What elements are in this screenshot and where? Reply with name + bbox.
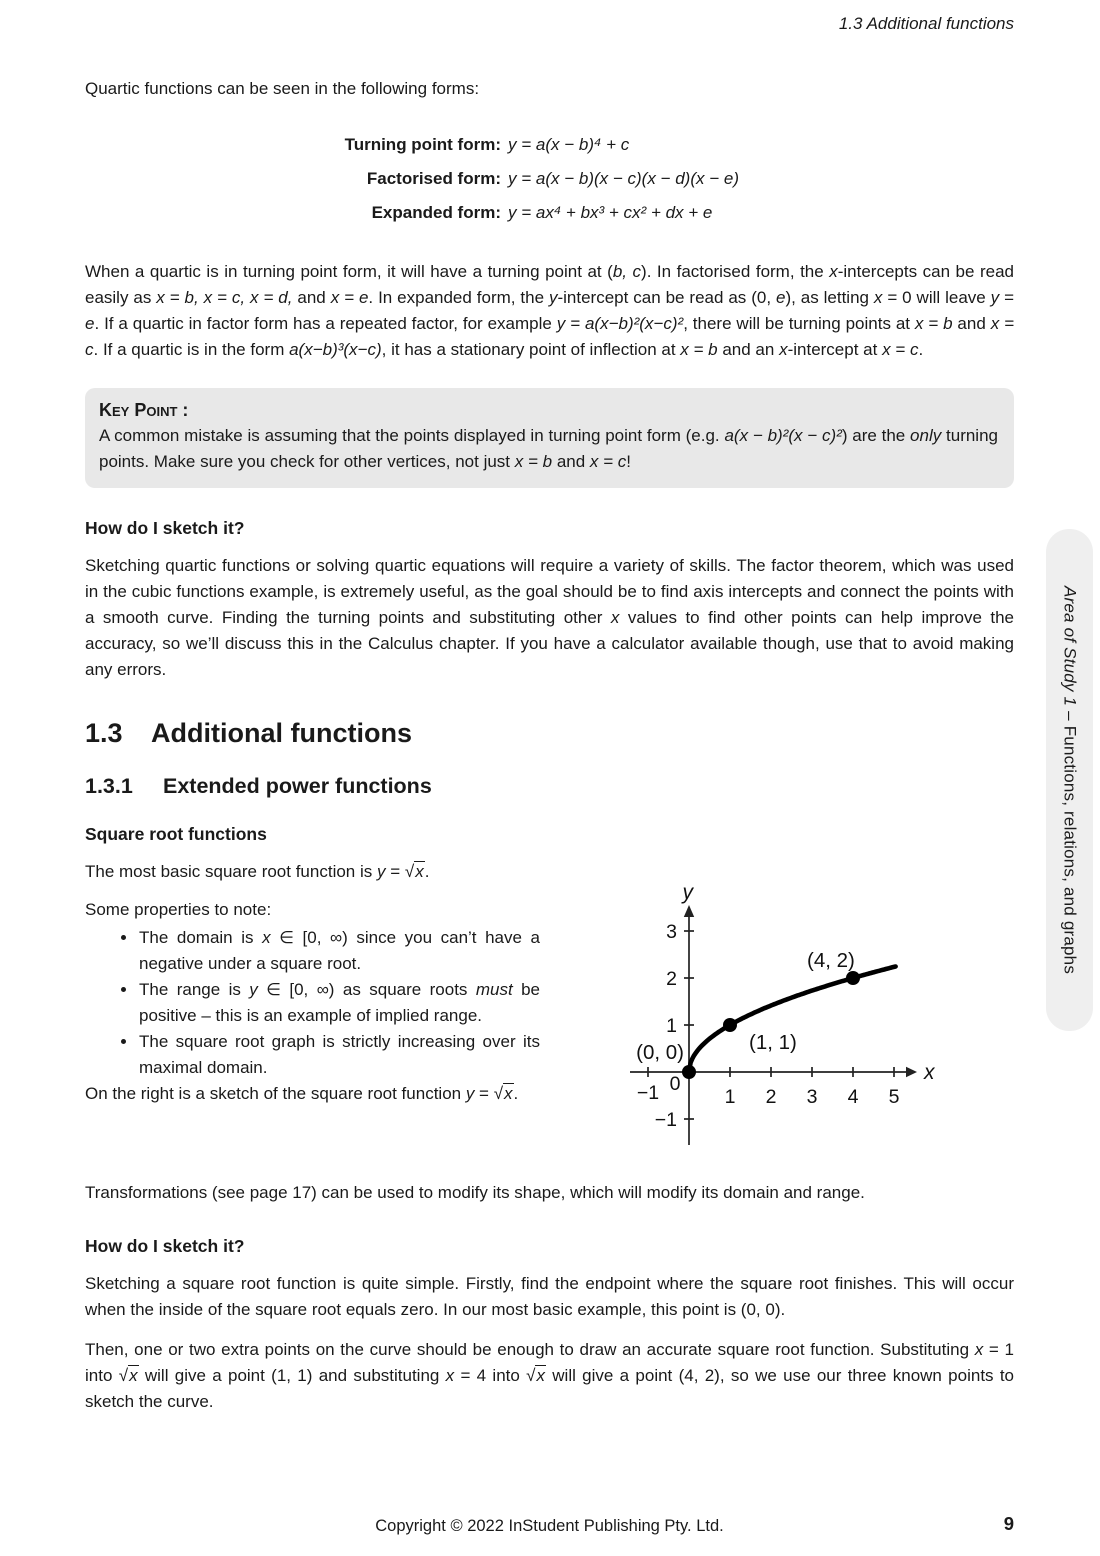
text-segment: and xyxy=(292,288,331,307)
x-tick-label: 2 xyxy=(765,1086,777,1108)
text-segment: The domain is xyxy=(139,928,263,947)
text-segment: x xyxy=(262,928,271,947)
x-tick-label: 5 xyxy=(888,1086,900,1108)
y-tick-label: 2 xyxy=(666,968,677,990)
form-equation: y = ax⁴ + bx³ + cx² + dx + e xyxy=(508,203,713,222)
text-segment: x = e xyxy=(330,288,369,307)
y-axis-label: y xyxy=(682,881,693,904)
text-segment: x = b xyxy=(680,340,718,359)
text-segment: x xyxy=(974,1340,984,1359)
text-segment: x xyxy=(445,1366,455,1385)
form-row xyxy=(85,196,1014,230)
text-segment: x = c xyxy=(85,314,1014,359)
bullet-item xyxy=(138,977,540,1029)
point-label: (4, 2) xyxy=(807,949,855,972)
text-segment: a(x − b)²(x − c)² xyxy=(724,426,842,445)
text-segment: y xyxy=(465,1084,475,1103)
text-segment: x = b xyxy=(514,452,553,471)
text-segment: b, c xyxy=(612,262,642,281)
bullet-item xyxy=(138,925,540,977)
form-row xyxy=(85,128,1014,162)
sketch-paragraph-quartic xyxy=(85,553,1014,683)
text-segment: x = c xyxy=(882,340,919,359)
form-equation: y = a(x − b)(x − c)(x − d)(x − e) xyxy=(508,169,739,188)
sidebar-separator: – xyxy=(1060,706,1080,726)
quartic-paragraph xyxy=(85,259,1014,363)
text-segment: ), as letting xyxy=(785,288,874,307)
text-segment: = xyxy=(385,862,405,881)
form-equation: y = a(x − b)⁴ + c xyxy=(508,135,630,154)
text-segment: √ xyxy=(526,1366,536,1385)
text-segment: √ xyxy=(493,1084,504,1103)
subsection-number: 1.3.1 xyxy=(85,774,133,798)
data-point xyxy=(682,1065,696,1079)
text-segment: Sketching quartic functions or solving quartic equations will require a variety of skills. The factor theorem, which was used in the cubic functions example, is extremely useful, as the goal should be to find axis intercepts and connect the points with a smooth curve. Finding the turning points and substituting other xyxy=(85,556,1014,627)
text-segment: . In expanded form, the xyxy=(368,288,549,307)
subsection-heading xyxy=(85,773,1014,799)
text-segment: x xyxy=(829,262,838,281)
page-footer xyxy=(85,1513,1014,1536)
form-label: Factorised form: xyxy=(366,169,501,188)
properties-list xyxy=(85,925,540,1081)
text-segment: y xyxy=(376,862,386,881)
text-segment: = xyxy=(474,1084,494,1103)
text-segment: turning points. Make sure you check for other vertices, not just xyxy=(99,426,998,471)
form-row xyxy=(85,162,1014,196)
transformations-note: Transformations (see page 17) can be used to modify its shape, which will modify its domain and range. xyxy=(85,1183,865,1202)
bullet-item xyxy=(138,1029,540,1081)
text-segment: and an xyxy=(717,340,780,359)
data-point xyxy=(723,1018,737,1032)
right-note xyxy=(85,1081,540,1107)
sqrt-sketch-p1: Sketching a square root function is quite simple. Firstly, find the endpoint where the square root finishes. This will occur when the inside of the square root equals zero. In our most basic example, this point is (0, 0). xyxy=(85,1274,1014,1319)
text-segment: will give a point (4, 2), so we use our three known points to sketch the curve. xyxy=(85,1366,1015,1411)
sidebar-tab-text xyxy=(1057,586,1083,974)
forms-block xyxy=(85,128,1014,230)
properties-lead: Some properties to note: xyxy=(85,900,272,919)
section-number: 1.3 xyxy=(85,718,123,748)
text-segment: Then, one or two extra points on the curve should be enough to draw an accurate square root function. Substituting xyxy=(85,1340,975,1359)
text-segment: and xyxy=(952,314,991,333)
text-segment: When a quartic is in turning point form, it will have a turning point at ( xyxy=(85,262,613,281)
text-segment: will give a point (1, 1) and substituting xyxy=(138,1366,446,1385)
x-tick-label: −1 xyxy=(636,1082,660,1104)
radicand: x xyxy=(415,862,424,881)
text-segment: = 0 will leave xyxy=(882,288,991,307)
text-segment: , there will be turning points at xyxy=(683,314,915,333)
form-label: Turning point form: xyxy=(344,135,501,154)
text-segment: ). In factorised form, the xyxy=(641,262,830,281)
running-header: 1.3 Additional functions xyxy=(838,14,1014,33)
section-title: Additional functions xyxy=(151,718,412,748)
text-segment: x = c xyxy=(589,452,627,471)
sqrt-sketch-p2 xyxy=(85,1337,1014,1415)
text-segment: . If a quartic in factor form has a repeated factor, for example xyxy=(94,314,557,333)
data-point xyxy=(846,971,860,985)
text-segment: x xyxy=(779,340,788,359)
text-segment: y xyxy=(249,980,258,999)
text-segment: √ xyxy=(118,1366,129,1385)
text-segment: y = a(x−b)²(x−c)² xyxy=(556,314,684,333)
text-segment: = xyxy=(999,288,1015,307)
point-label: (1, 1) xyxy=(749,1031,797,1054)
text-segment: y xyxy=(548,288,558,307)
text-segment: The square root graph is strictly increasing over its maximal domain. xyxy=(139,1032,540,1077)
text-segment: , it has a stationary point of inflection at xyxy=(381,340,681,359)
sidebar-strand-name: Functions, relations, and graphs xyxy=(1060,725,1080,975)
origin-label: 0 xyxy=(669,1073,681,1095)
x-tick-label: 4 xyxy=(847,1086,859,1108)
key-point-text xyxy=(99,423,998,475)
text-segment: -intercepts can be read easily as xyxy=(85,262,1014,307)
y-axis-arrow xyxy=(684,905,694,917)
text-segment: On the right is a sketch of the square root function xyxy=(85,1084,466,1103)
radicand: x xyxy=(504,1084,513,1103)
lead-paragraph: Quartic functions can be seen in the following forms: xyxy=(85,79,480,98)
text-segment: A common mistake is assuming that the points displayed in turning point form (e.g. xyxy=(99,426,725,445)
y-tick-label: 1 xyxy=(666,1015,677,1037)
text-segment: . xyxy=(424,862,430,881)
sketch-heading-quartic: How do I sketch it? xyxy=(85,518,245,538)
text-segment: e xyxy=(775,288,786,307)
text-segment: -intercept can be read as (0, xyxy=(557,288,776,307)
y-tick-label: 3 xyxy=(666,921,677,943)
radicand: x xyxy=(536,1366,545,1385)
x-axis-label: x xyxy=(924,1061,935,1084)
text-segment: The most basic square root function is xyxy=(85,862,377,881)
footer-copyright: Copyright © 2022 InStudent Publishing Pty. Ltd. xyxy=(375,1517,724,1535)
text-segment: must xyxy=(475,980,513,999)
text-segment: ∈ [0, ∞) as square roots xyxy=(257,980,476,999)
sqrt-heading: Square root functions xyxy=(85,824,267,844)
text-segment: ) are the xyxy=(841,426,911,445)
sqrt-graph xyxy=(614,875,1014,1160)
text-segment: = 1 into xyxy=(85,1340,1014,1385)
page-number: 9 xyxy=(1003,1513,1014,1534)
sqrt-curve xyxy=(689,967,896,1073)
sketch-heading-sqrt: How do I sketch it? xyxy=(85,1236,245,1256)
y-tick-label: −1 xyxy=(654,1109,677,1131)
text-segment: x = b, x = c, x = d, xyxy=(156,288,293,307)
radicand: x xyxy=(129,1366,138,1385)
text-segment: y xyxy=(990,288,1000,307)
text-segment: x = b xyxy=(914,314,953,333)
section-heading xyxy=(85,717,1014,749)
text-segment: x xyxy=(873,288,883,307)
properties-column xyxy=(85,897,540,1168)
x-tick-label: 3 xyxy=(806,1086,818,1108)
x-tick-label: 1 xyxy=(724,1086,736,1108)
text-segment: e xyxy=(85,314,95,333)
text-segment: only xyxy=(910,426,942,445)
text-segment: -intercept at xyxy=(787,340,883,359)
text-segment: x xyxy=(610,608,620,627)
text-segment: ! xyxy=(626,452,632,471)
text-segment: ∈ [0, ∞) since you can’t have a negative under a square root. xyxy=(139,928,540,973)
key-point-box xyxy=(85,388,1014,488)
text-segment: a(x−b)³(x−c) xyxy=(289,340,382,359)
graph-column xyxy=(614,875,1014,1168)
text-segment: . xyxy=(513,1084,519,1103)
sidebar-tab xyxy=(1046,529,1093,1031)
subsection-title: Extended power functions xyxy=(163,774,432,798)
text-segment: = 4 into xyxy=(454,1366,527,1385)
text-segment: . xyxy=(918,340,924,359)
two-column-section xyxy=(85,881,1014,1168)
text-segment: The range is xyxy=(139,980,250,999)
sidebar-area-of-study: Area of Study 1 xyxy=(1060,585,1080,707)
key-point-title: Key Point : xyxy=(99,400,189,420)
text-segment: √ xyxy=(404,862,415,881)
text-segment: and xyxy=(552,452,590,471)
point-label: (0, 0) xyxy=(636,1041,684,1064)
form-label: Expanded form: xyxy=(371,203,501,222)
text-segment: values to find other points can help improve the accuracy, so we’ll discuss this in the Calculus chapter. If you have a calculator available though, use that to avoid making any errors. xyxy=(85,608,1014,679)
text-segment: be positive – this is an example of implied range. xyxy=(139,980,540,1025)
text-segment: . If a quartic is in the form xyxy=(93,340,290,359)
x-axis-arrow xyxy=(906,1067,917,1077)
